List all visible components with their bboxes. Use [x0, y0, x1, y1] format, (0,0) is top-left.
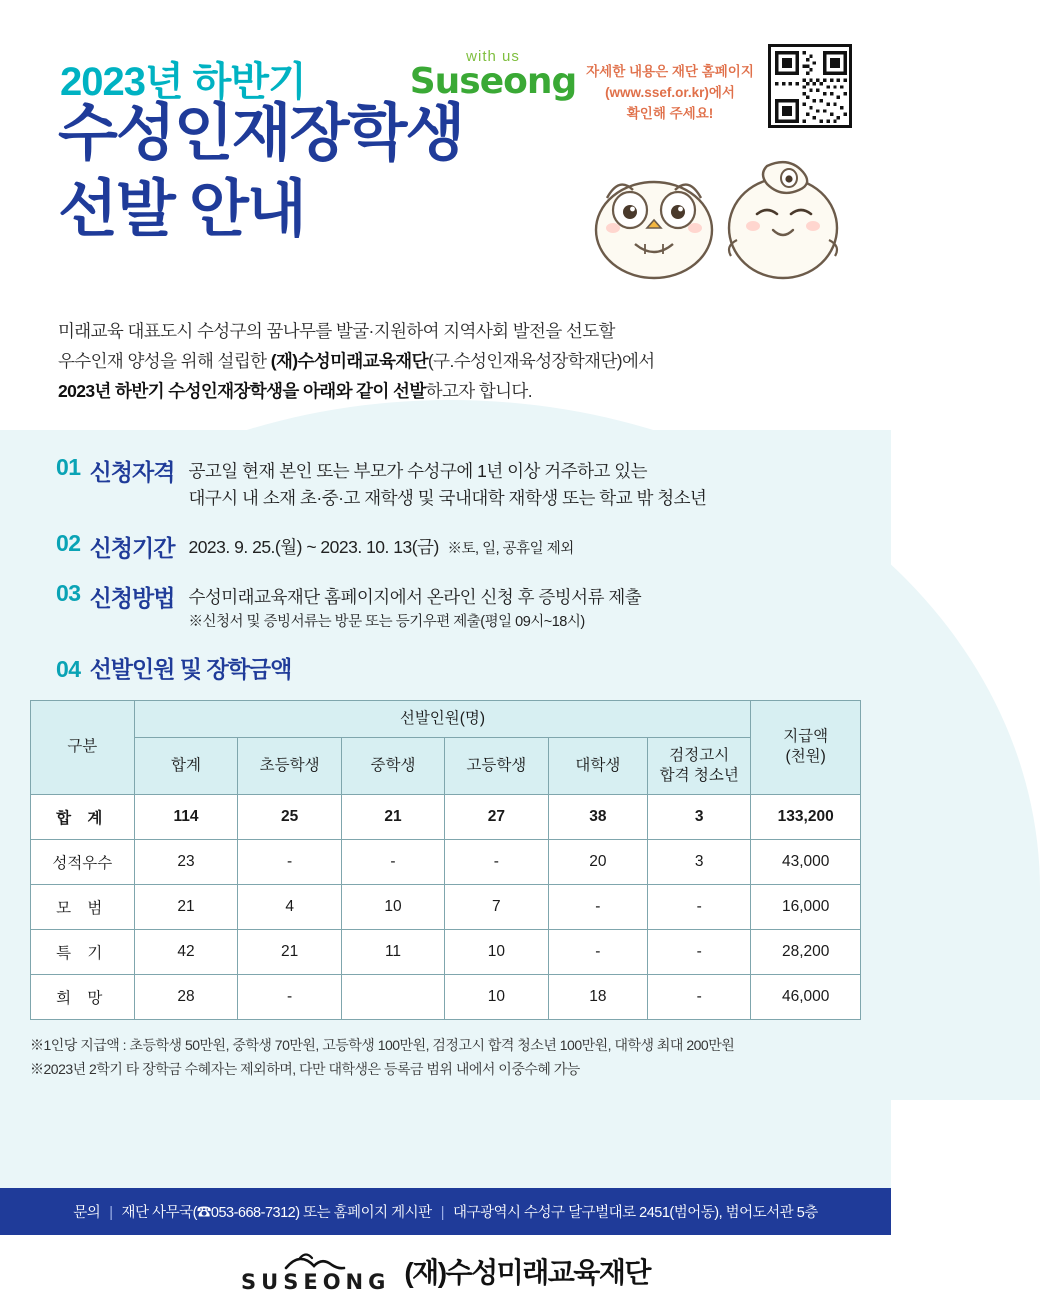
header-university: 대학생	[548, 737, 648, 794]
cell-elementary: -	[238, 974, 341, 1019]
table-header-row-1	[31, 700, 861, 737]
item-body	[188, 580, 641, 634]
cell-amount: 133,200	[751, 794, 861, 839]
title-year: 2023년 하반기	[60, 60, 306, 104]
header-amount	[751, 700, 861, 794]
intro-line-1: 미래교육 대표도시 수성구의 꿈나무를 발굴·지원하여 지역사회 발전을 선도할	[58, 321, 615, 341]
cell-university: 38	[548, 794, 648, 839]
cell-university: -	[548, 884, 648, 929]
cell-elementary: 21	[238, 929, 341, 974]
header-amount-line-2: (천원)	[785, 748, 826, 766]
cell-university: -	[548, 929, 648, 974]
footnotes	[0, 1020, 891, 1094]
cell-university: 18	[548, 974, 648, 1019]
info-items	[0, 430, 891, 684]
table-row	[31, 794, 861, 839]
row-category: 특 기	[31, 929, 135, 974]
qr-instructions	[586, 62, 754, 125]
intro-paragraph	[58, 316, 848, 406]
selection-table-wrapper	[0, 694, 891, 1020]
intro-line-3-b: 하고자 합니다.	[425, 381, 532, 402]
cell-middle: -	[341, 839, 444, 884]
cell-sum: 21	[134, 884, 238, 929]
mountain-icon	[280, 1248, 352, 1272]
method-line-1: 수성미래교육재단 홈페이지에서 온라인 신청 후 증빙서류 제출	[188, 586, 642, 607]
header-high: 고등학생	[445, 737, 548, 794]
intro-line-2-c: (구.수성인재육성장학재단)에서	[427, 351, 655, 372]
foundation-wordmark: (재)수성미래교육재단	[404, 1256, 650, 1288]
info-item-method	[0, 580, 891, 634]
cell-high: 10	[445, 974, 548, 1019]
eligibility-line-1: 공고일 현재 본인 또는 부모가 수성구에 1년 이상 거주하고 있는	[188, 461, 648, 481]
title-line-2: 선발 안내	[58, 174, 305, 244]
title-line-1: 수성인재장학생	[58, 99, 464, 168]
header-elementary: 초등학생	[238, 737, 341, 794]
item-label: 신청방법	[89, 584, 175, 611]
cell-high: 27	[445, 794, 548, 839]
cell-sum: 23	[134, 839, 238, 884]
header-ged-line-2: 합격 청소년	[659, 766, 739, 784]
cell-middle	[341, 974, 444, 1019]
cell-elementary: -	[238, 839, 341, 884]
poster-header	[0, 0, 891, 430]
table-header-row-2	[31, 737, 861, 794]
cell-high: 10	[445, 929, 548, 974]
cell-ged: 3	[648, 839, 751, 884]
cell-elementary: 25	[238, 794, 341, 839]
info-item-period	[0, 530, 891, 563]
intro-line-3	[58, 376, 848, 406]
cell-sum: 114	[134, 794, 238, 839]
period-note: ※토, 일, 공휴일 제외	[447, 540, 574, 557]
qr-code[interactable]	[768, 44, 852, 128]
item-number: 03	[56, 579, 81, 606]
contact-label: 문의	[73, 1205, 101, 1221]
cell-university: 20	[548, 839, 648, 884]
contact-office: 재단 사무국(☎053-668-7312) 또는 홈페이지 게시판	[121, 1205, 432, 1221]
suseong-wordmark: SUSEONG	[241, 1270, 391, 1294]
row-category: 희 망	[31, 974, 135, 1019]
contact-divider-2: |	[440, 1205, 444, 1221]
foundation-name: (재)수성미래교육재단	[270, 351, 428, 372]
cell-sum: 28	[134, 974, 238, 1019]
cell-amount: 43,000	[751, 839, 861, 884]
cell-elementary: 4	[238, 884, 341, 929]
table-row	[31, 839, 861, 884]
brand-name: Suseong	[409, 61, 577, 102]
footer-logo	[0, 1235, 891, 1309]
item-label: 신청자격	[89, 459, 175, 485]
item-body	[188, 530, 573, 561]
header-ged-line-1: 검정고시	[669, 746, 730, 764]
intro-line-2	[58, 346, 848, 376]
qr-code-icon	[775, 51, 847, 123]
footnote-line-2: ※2023년 2학기 타 장학금 수혜자는 제외하며, 다만 대학생은 등록금 범위 내에서 이중수혜 가능	[30, 1060, 580, 1077]
qr-note-line-1: 자세한 내용은 재단 홈페이지	[586, 64, 754, 79]
cell-ged: 3	[648, 794, 751, 839]
suseong-brand-logo	[398, 48, 588, 102]
cell-high: -	[445, 839, 548, 884]
info-item-eligibility	[0, 454, 891, 513]
cell-high: 7	[445, 884, 548, 929]
contact-address: 대구광역시 수성구 달구벌대로 2451(범어동), 범어도서관 5층	[452, 1205, 818, 1221]
table-head	[31, 700, 861, 794]
cell-middle: 11	[341, 929, 444, 974]
mascot-illustration-icon	[561, 148, 861, 283]
row-category: 성적우수	[31, 839, 135, 884]
cell-amount: 28,200	[751, 929, 861, 974]
qr-note-line-3: 확인해 주세요!	[626, 105, 714, 121]
header-middle: 중학생	[341, 737, 444, 794]
cell-ged: -	[648, 884, 751, 929]
intro-line-3-a: 2023년 하반기 수성인재장학생을 아래와 같이 선발	[58, 381, 426, 402]
suseong-mark	[241, 1248, 390, 1293]
item-label: 신청기간	[89, 534, 175, 561]
period-dates: 2023. 9. 25.(월) ~ 2023. 10. 13(금)	[188, 536, 439, 557]
page-title	[58, 96, 463, 247]
cell-middle: 21	[341, 794, 444, 839]
header-sum: 합계	[134, 737, 238, 794]
item-number: 02	[56, 529, 81, 556]
table-body	[31, 794, 861, 1019]
item-body	[188, 454, 706, 513]
table-row	[31, 884, 861, 929]
item-label: 선발인원 및 장학금액	[89, 655, 292, 682]
header-group-count: 선발인원(명)	[134, 700, 751, 737]
contact-bar	[0, 1188, 891, 1235]
row-category: 모 범	[31, 884, 135, 929]
brand-tagline: with us	[466, 48, 520, 65]
eligibility-line-2: 대구시 내 소재 초·중·고 재학생 및 국내대학 재학생 또는 학교 밖 청소년	[188, 488, 707, 509]
table-row	[31, 974, 861, 1019]
header-ged	[648, 737, 751, 794]
cell-amount: 46,000	[751, 974, 861, 1019]
intro-line-2-a: 우수인재 양성을 위해 설립한	[58, 351, 271, 372]
contact-divider-1: |	[109, 1205, 113, 1221]
item-number: 04	[56, 655, 81, 682]
table-row	[31, 929, 861, 974]
poster-body	[0, 430, 891, 1188]
qr-note-line-2: (www.ssef.or.kr)에서	[605, 84, 735, 100]
item-number: 01	[56, 454, 81, 480]
info-item-selection	[0, 651, 891, 684]
header-amount-line-1: 지급액	[783, 728, 829, 746]
footnote-line-1: ※1인당 지급액 : 초등학생 50만원, 중학생 70만원, 고등학생 100만원, 검정고시 합격 청소년 100만원, 대학생 최대 200만원	[30, 1036, 735, 1053]
row-category: 합 계	[31, 794, 135, 839]
cell-ged: -	[648, 974, 751, 1019]
selection-table	[30, 700, 861, 1020]
mascot-characters	[561, 148, 861, 283]
cell-middle: 10	[341, 884, 444, 929]
cell-ged: -	[648, 929, 751, 974]
cell-amount: 16,000	[751, 884, 861, 929]
cell-sum: 42	[134, 929, 238, 974]
header-category: 구분	[31, 700, 135, 794]
method-line-2: ※신청서 및 증빙서류는 방문 또는 등기우편 제출(평일 09시~18시)	[188, 613, 585, 630]
